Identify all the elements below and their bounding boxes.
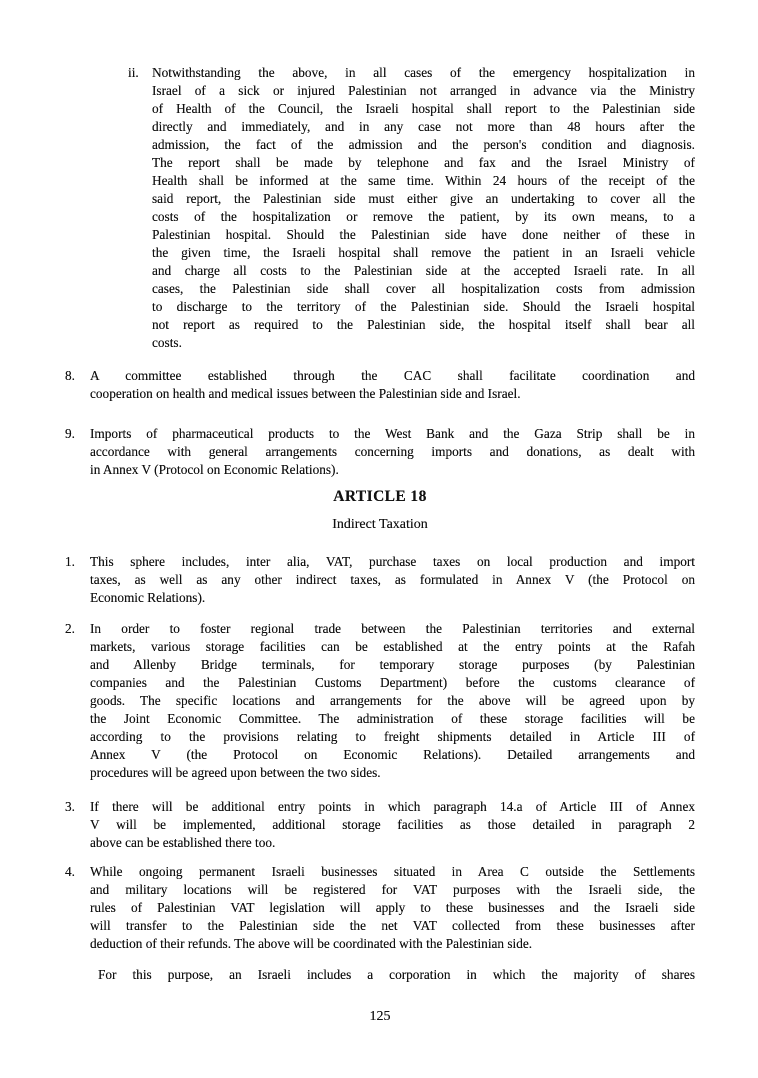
item-ii-label: ii. bbox=[128, 65, 139, 80]
list-item-9 bbox=[65, 425, 695, 479]
item-1-text: This sphere includes, inter alia, VAT, purchase taxes on local production and import taxes, as well as any other indirect taxes, as formulated in Annex V (the Protocol on Economic Relations). bbox=[90, 554, 695, 605]
list-item-4 bbox=[65, 863, 695, 953]
item-4-text: While ongoing permanent Israeli businesses situated in Area C outside the Settlements and military locations will be registered for VAT purposes with the Israeli side, the rules of Palestinian VAT legislation will apply to these businesses and the Israeli side will transfer to the Palestinian side the net VAT collected from these businesses after deduction of their refunds. The above will be coordinated with the Palestinian side. bbox=[90, 864, 695, 951]
item-9-text: Imports of pharmaceutical products to the West Bank and the Gaza Strip shall be in accordance with general arrangements concerning imports and donations, as dealt with in Annex V (Protocol on Economic Relations). bbox=[90, 426, 695, 477]
item-ii-text: Notwithstanding the above, in all cases of the emergency hospitalization in Israel of a sick or injured Palestinian not arranged in advance via the Ministry of Health of the Council, the Israeli hospital shall report to the Palestinian side directly and immediately, and in any case not more than 48 hours after the admission, the fact of the admission and the person's condition and diagnosis. The report shall be made by telephone and fax and the Israel Ministry of Health shall be informed at the same time. Within 24 hours of the receipt of the said report, the Palestinian side must either give an undertaking to cover all the costs of the hospitalization or remove the patient, by its own means, to a Palestinian hospital. Should the Palestinian side have done neither of these in the given time, the Israeli hospital shall remove the patient in an Israeli vehicle and charge all costs to the Palestinian side at the accepted Israeli rate. In all cases, the Palestinian side shall cover all hospitalization costs from admission to discharge to the territory of the Palestinian side. Should the Israeli hospital not report as required to the Palestinian side, the hospital itself shall bear all costs. bbox=[152, 65, 695, 350]
page-number: 125 bbox=[369, 1009, 391, 1024]
article-heading: ARTICLE 18 bbox=[333, 488, 427, 505]
list-item-2 bbox=[65, 620, 695, 782]
item-2-label: 2. bbox=[65, 621, 75, 636]
list-item-ii bbox=[128, 64, 695, 352]
closing-paragraph: For this purpose, an Israeli includes a corporation in which the majority of shares bbox=[98, 967, 695, 982]
item-8-text: A committee established through the CAC shall facilitate coordination and cooperation on health and medical issues between the Palestinian side and Israel. bbox=[90, 368, 695, 401]
item-8-label: 8. bbox=[65, 368, 75, 383]
item-1-label: 1. bbox=[65, 554, 75, 569]
item-3-text: If there will be additional entry points in which paragraph 14.a of Article III of Annex V will be implemented, additional storage facilities as those detailed in paragraph 2 above can be established there too. bbox=[90, 799, 695, 850]
item-3-label: 3. bbox=[65, 799, 75, 814]
list-item-8 bbox=[65, 367, 695, 403]
list-item-3 bbox=[65, 798, 695, 852]
list-item-1 bbox=[65, 553, 695, 607]
item-4-label: 4. bbox=[65, 864, 75, 879]
item-9-label: 9. bbox=[65, 426, 75, 441]
item-2-text: In order to foster regional trade between the Palestinian territories and external markets, various storage facilities can be established at the entry points at the Rafah and Allenby Bridge terminals, for temporary storage purposes (by Palestinian companies and the Palestinian Customs Department) before the customs clearance of goods. The specific locations and arrangements for the above will be agreed upon by the Joint Economic Committee. The administration of these storage facilities will be according to the provisions relating to freight shipments detailed in Article III of Annex V (the Protocol on Economic Relations). Detailed arrangements and procedures will be agreed upon between the two sides. bbox=[90, 621, 695, 780]
article-subheading: Indirect Taxation bbox=[332, 517, 428, 532]
